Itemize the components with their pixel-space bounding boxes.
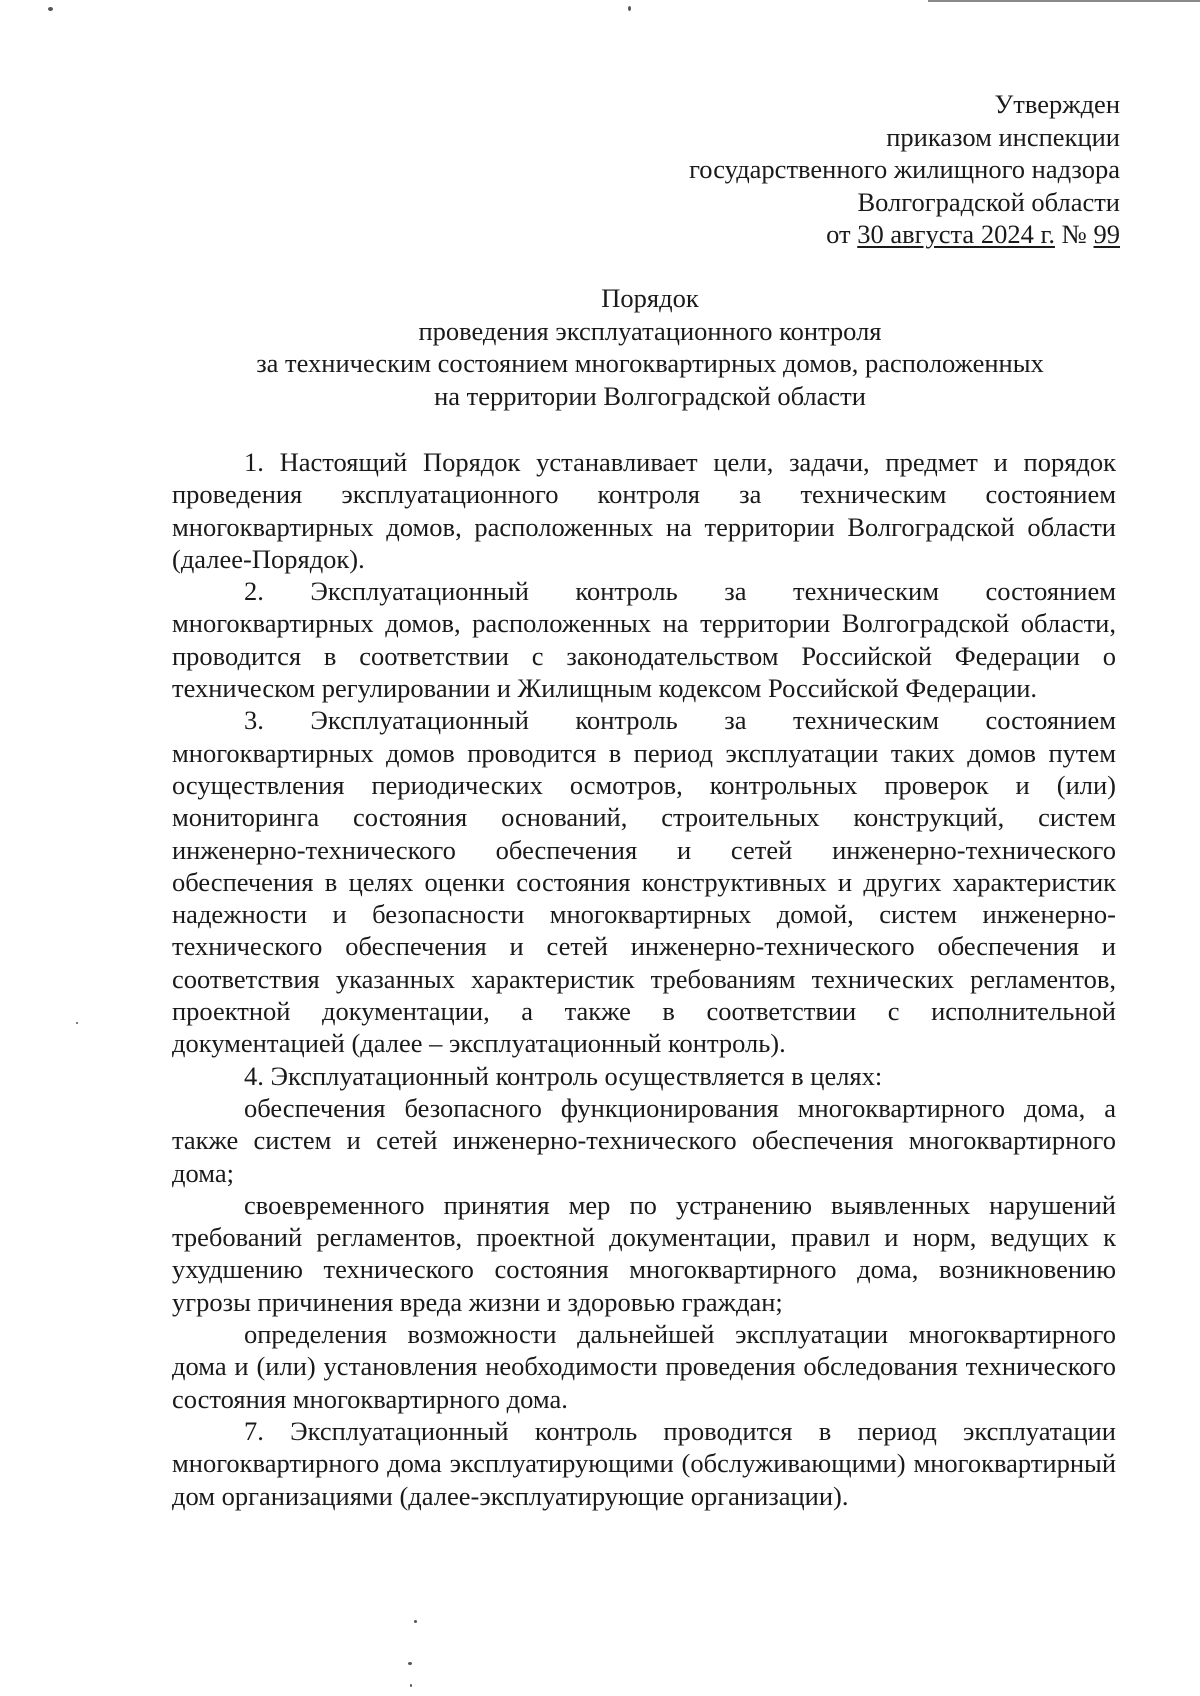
approval-line: Утвержден — [994, 89, 1120, 119]
approval-line: государственного жилищного надзора — [689, 154, 1120, 184]
title-line: на территории Волгоградской области — [434, 380, 866, 411]
title-line: Порядок — [601, 283, 699, 313]
approval-date: 30 августа 2024 г. — [857, 219, 1055, 249]
scan-speck — [408, 1662, 412, 1665]
scan-speck — [48, 7, 53, 11]
paragraph-2: 2. Эксплуатационный контроль за техническим состоянием многоквартирных домов, расположенных на территории Волгоградской области, проводится в соответствии с законодательством Российской Федерации о техническом регулировании и Жилищным кодексом Российской Федерации. — [172, 576, 1116, 704]
approval-line: приказом инспекции — [886, 121, 1120, 152]
document-body — [172, 446, 1116, 1512]
scan-speck — [76, 1022, 78, 1024]
paragraph-7: 7. Эксплуатационный контроль проводится в период эксплуатации многоквартирного дома эксплуатирующими (обслуживающими) многоквартирный дом организациями (далее-эксплуатирующие организации). — [172, 1415, 1116, 1511]
paragraph-1: 1. Настоящий Порядок устанавливает цели, задачи, предмет и порядок проведения эксплуатационного контроля за техническим состоянием многоквартирных домов, расположенных на территории Волгоградской области (далее-Порядок). — [172, 447, 1116, 574]
paragraph-3: 3. Эксплуатационный контроль за техническим состоянием многоквартирных домов проводится в период эксплуатации таких домов путем осуществления периодических осмотров, контрольных проверок и (или) мониторинга состояния оснований, строительных конструкций, систем инженерно-технического обеспечения и сетей инженерно-технического обеспечения в целях оценки состояния конструктивных и других характеристик надежности и безопасности многоквартирных домой, систем инженерно-технического обеспечения и сетей инженерно-технического обеспечения и соответствия указанных характеристик требованиям технических регламентов, проектной документации, а также в соответствии с исполнительной документацией (далее – эксплуатационный контроль). — [172, 705, 1116, 1059]
title-line: за техническим состоянием многоквартирных домов, расположенных — [256, 348, 1044, 378]
paragraph-4: 4. Эксплуатационный контроль осуществляется в целях: — [244, 1060, 883, 1091]
scan-speck — [414, 1620, 417, 1623]
paragraph-4-item-1: обеспечения безопасного функционирования многоквартирного дома, а также систем и сетей инженерно-технического обеспечения многоквартирного дома; — [172, 1092, 1116, 1188]
document-title — [150, 282, 1150, 412]
date-prefix: от — [826, 219, 858, 249]
scan-artifact-line — [928, 0, 1200, 2]
scan-speck — [410, 1684, 412, 1687]
approval-number: 99 — [1093, 219, 1120, 249]
paragraph-4-item-3: определения возможности дальнейшей эксплуатации многоквартирного дома и (или) установления необходимости проведения обследования технического состояния многоквартирного дома. — [172, 1319, 1116, 1414]
approval-stamp — [560, 88, 1120, 251]
paragraph-4-item-2: своевременного принятия мер по устранению выявленных нарушений требований регламентов, проектной документации, правил и норм, ведущих к ухудшению технического состояния многоквартирного дома, возникновению угрозы причинения вреда жизни и здоровью граждан; — [172, 1189, 1116, 1317]
approval-date-line — [560, 218, 1120, 251]
title-line: проведения эксплуатационного контроля — [418, 315, 882, 346]
scan-speck — [628, 6, 631, 11]
approval-line: Волгоградской области — [857, 186, 1120, 217]
number-prefix: № — [1054, 219, 1094, 249]
